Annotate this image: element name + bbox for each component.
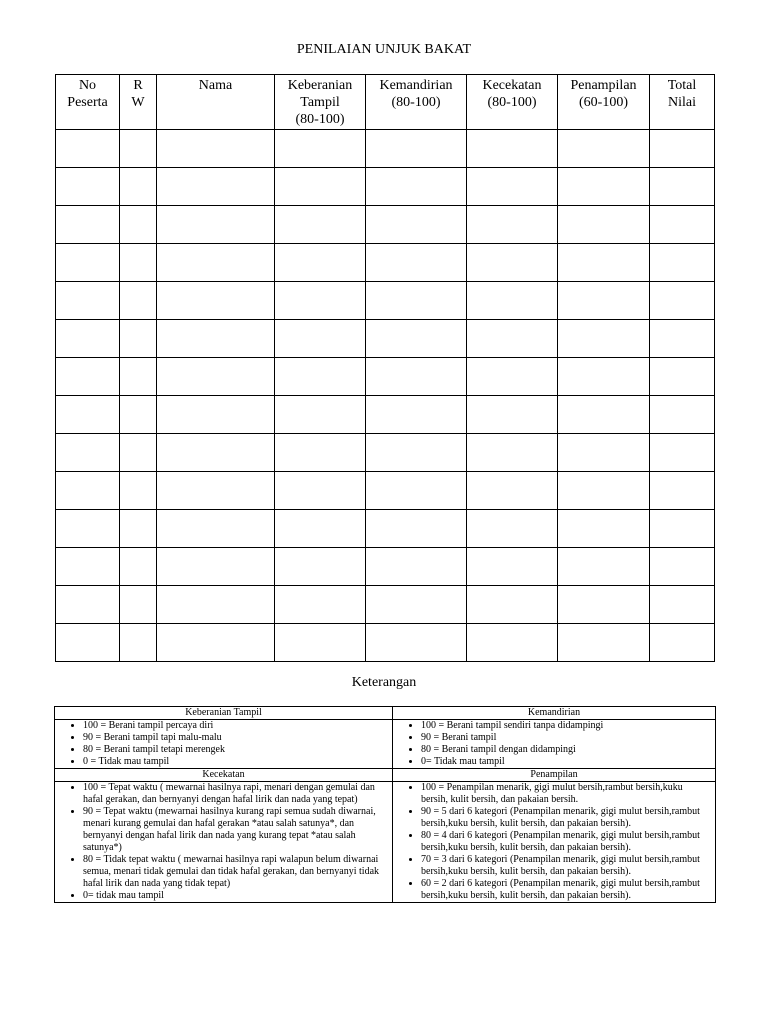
legend-item: • 0 = Tidak mau tampil [83,756,388,768]
column-header-line: Nama [198,78,233,93]
table-cell[interactable] [558,472,650,510]
table-cell[interactable] [275,206,366,244]
table-cell[interactable] [157,358,275,396]
legend-heading: Keberanian Tampil [55,707,393,720]
legend-table [54,706,716,903]
legend-item: • 100 = Berani tampil sendiri tanpa didampingi [421,720,711,732]
table-cell[interactable] [157,548,275,586]
table-cell[interactable] [467,396,558,434]
table-row [56,548,715,586]
table-cell[interactable] [275,130,366,168]
table-cell[interactable] [275,244,366,282]
table-cell[interactable] [120,510,157,548]
table-cell[interactable] [467,548,558,586]
table-cell[interactable] [366,396,467,434]
table-cell[interactable] [120,472,157,510]
legend-item: • 100 = Berani tampil percaya diri [83,720,388,732]
table-cell[interactable] [467,244,558,282]
legend-list [393,782,711,902]
table-cell[interactable] [120,320,157,358]
legend-list [393,720,711,768]
legend-item: • 90 = 5 dari 6 kategori (Penampilan menarik, gigi mulut bersih,rambut bersih,kuku bersih, kulit bersih, dan pakaian bersih). [421,806,711,830]
table-cell[interactable] [366,130,467,168]
table-cell[interactable] [650,282,715,320]
legend-item: • 70 = 3 dari 6 kategori (Penampilan menarik, gigi mulut bersih,rambut bersih,kuku bersih, kulit bersih, dan pakaian bersih). [421,854,711,878]
table-cell[interactable] [366,244,467,282]
table-cell[interactable] [157,130,275,168]
table-cell[interactable] [275,434,366,472]
legend-heading: Kecekatan [55,769,393,782]
table-cell[interactable] [558,358,650,396]
table-cell[interactable] [558,320,650,358]
table-cell[interactable] [650,586,715,624]
table-cell[interactable] [558,168,650,206]
legend-item: • 80 = Tidak tepat waktu ( mewarnai hasilnya rapi walapun belum diwarnai semua, menari tidak gemulai dan tidak hafal gerakan, dan bernyanyi tidak hafal lirik dan nada yang tidak tepat) [83,854,388,890]
legend-list [55,720,388,768]
table-cell[interactable] [157,282,275,320]
table-cell[interactable] [157,586,275,624]
keterangan-title: Keterangan [351,675,417,690]
legend-items-row [55,720,716,769]
table-cell[interactable] [366,358,467,396]
table-cell[interactable] [650,434,715,472]
column-header-line: (80-100) [487,95,537,110]
table-row [56,396,715,434]
table-cell[interactable] [467,282,558,320]
table-row [56,434,715,472]
table-cell[interactable] [650,206,715,244]
legend-item: • 80 = Berani tampil tetapi merengek [83,744,388,756]
table-cell[interactable] [56,358,120,396]
table-cell[interactable] [366,434,467,472]
table-cell[interactable] [120,434,157,472]
legend-cell [55,782,393,903]
column-header [467,75,558,130]
table-cell[interactable] [56,510,120,548]
table-cell[interactable] [366,168,467,206]
table-cell[interactable] [366,548,467,586]
table-cell[interactable] [120,206,157,244]
table-cell[interactable] [120,358,157,396]
column-header-line: Penampilan [570,78,637,93]
table-cell[interactable] [366,320,467,358]
table-row [56,282,715,320]
table-cell[interactable] [275,548,366,586]
table-cell[interactable] [157,206,275,244]
table-cell[interactable] [56,244,120,282]
table-row [56,510,715,548]
column-header-line: R [133,78,143,93]
table-cell[interactable] [56,472,120,510]
table-cell[interactable] [558,510,650,548]
table-cell[interactable] [56,586,120,624]
table-cell[interactable] [650,244,715,282]
table-cell[interactable] [650,548,715,586]
table-cell[interactable] [558,586,650,624]
table-cell[interactable] [650,510,715,548]
column-header-line: (60-100) [579,95,628,110]
table-cell[interactable] [120,282,157,320]
legend-list [55,782,388,902]
table-cell[interactable] [275,586,366,624]
legend-items-row [55,782,716,903]
table-row [56,244,715,282]
table-cell[interactable] [467,510,558,548]
column-header-line: Total [667,78,697,93]
table-cell[interactable] [467,206,558,244]
legend-item: • 60 = 2 dari 6 kategori (Penampilan menarik, gigi mulut bersih,rambut bersih,kuku bersih, kulit bersih, dan pakaian bersih). [421,878,711,902]
legend-item: • 80 = 4 dari 6 kategori (Penampilan menarik, gigi mulut bersih,rambut bersih,kuku bersih, kulit bersih, dan pakaian bersih). [421,830,711,854]
legend-cell [393,720,716,769]
table-cell[interactable] [56,320,120,358]
legend-item: • 80 = Berani tampil dengan didampingi [421,744,711,756]
table-cell[interactable] [275,358,366,396]
table-cell[interactable] [650,624,715,662]
table-row [56,358,715,396]
column-header [275,75,366,130]
table-row [56,168,715,206]
column-header-line: Keberanian [287,78,353,93]
table-cell[interactable] [275,624,366,662]
table-cell[interactable] [56,168,120,206]
table-cell[interactable] [558,130,650,168]
table-cell[interactable] [366,206,467,244]
table-cell[interactable] [650,396,715,434]
legend-item: • 90 = Berani tampil [421,732,711,744]
table-cell[interactable] [366,472,467,510]
table-cell[interactable] [157,472,275,510]
table-cell[interactable] [467,168,558,206]
table-cell[interactable] [120,244,157,282]
table-cell[interactable] [467,624,558,662]
legend-item: • 100 = Tepat waktu ( mewarnai hasilnya rapi, menari dengan gemulai dan hafal gerakan, dan bernyanyi dengan hafal lirik dan nada yang tepat) [83,782,388,806]
table-cell[interactable] [558,282,650,320]
column-header [650,75,715,130]
table-cell[interactable] [650,358,715,396]
legend-heading: Kemandirian [393,707,716,720]
column-header-line: (80-100) [391,95,441,110]
table-cell[interactable] [120,586,157,624]
table-cell[interactable] [56,434,120,472]
table-cell[interactable] [366,624,467,662]
table-cell[interactable] [467,130,558,168]
legend-heading-row [55,769,716,782]
table-cell[interactable] [275,396,366,434]
column-header-line: (80-100) [295,112,345,127]
table-cell[interactable] [558,396,650,434]
column-header-line: Kemandirian [379,78,453,93]
column-header [558,75,650,130]
score-table [55,74,715,662]
table-cell[interactable] [558,624,650,662]
table-cell[interactable] [467,472,558,510]
table-row [56,586,715,624]
column-header-line: Peserta [67,95,108,110]
table-cell[interactable] [275,168,366,206]
legend-heading-row [55,707,716,720]
score-table-body [56,130,715,662]
column-header [56,75,120,130]
column-header-line: Tampil [300,95,340,110]
table-cell[interactable] [56,548,120,586]
legend-item: • 0= tidak mau tampil [83,890,388,902]
table-cell[interactable] [157,624,275,662]
legend-item: • 0= Tidak mau tampil [421,756,711,768]
table-cell[interactable] [56,130,120,168]
table-cell[interactable] [558,434,650,472]
page-title: PENILAIAN UNJUK BAKAT [296,42,472,57]
table-cell[interactable] [366,586,467,624]
table-cell[interactable] [157,510,275,548]
table-cell[interactable] [467,358,558,396]
table-cell[interactable] [467,586,558,624]
legend-item: • 90 = Berani tampil tapi malu-malu [83,732,388,744]
table-cell[interactable] [558,548,650,586]
table-cell[interactable] [120,624,157,662]
legend-cell [55,720,393,769]
table-cell[interactable] [366,510,467,548]
table-cell[interactable] [56,624,120,662]
table-cell[interactable] [56,282,120,320]
table-cell[interactable] [120,548,157,586]
table-cell[interactable] [157,396,275,434]
table-cell[interactable] [120,396,157,434]
table-row [56,624,715,662]
table-cell[interactable] [120,130,157,168]
table-row [56,206,715,244]
table-row [56,130,715,168]
table-cell[interactable] [275,510,366,548]
table-cell[interactable] [366,282,467,320]
table-cell[interactable] [275,282,366,320]
column-header-line: No [78,78,97,93]
column-header [157,75,275,130]
table-cell[interactable] [275,320,366,358]
table-cell[interactable] [275,472,366,510]
table-row [56,320,715,358]
table-cell[interactable] [558,206,650,244]
legend-item: • 100 = Penampilan menarik, gigi mulut bersih,rambut bersih,kuku bersih, kulit bersih, dan pakaian bersih. [421,782,711,806]
table-cell[interactable] [467,320,558,358]
score-table-header [56,75,715,130]
table-cell[interactable] [558,244,650,282]
column-header [366,75,467,130]
table-row [56,472,715,510]
legend-item: • 90 = Tepat waktu (mewarnai hasilnya kurang rapi semua sudah diwarnai, menari kurang gemulai dan hafal gerakan *atau salah satunya*, dan bernyanyi dengan hafal lirik dan nada yang kurang tepat *atau salah satunya*) [83,806,388,854]
legend-heading: Penampilan [393,769,716,782]
table-cell[interactable] [650,320,715,358]
column-header [120,75,157,130]
table-cell[interactable] [650,130,715,168]
table-cell[interactable] [650,472,715,510]
table-cell[interactable] [157,168,275,206]
legend-cell [393,782,716,903]
table-cell[interactable] [157,244,275,282]
table-cell[interactable] [650,168,715,206]
table-cell[interactable] [467,434,558,472]
column-header-line: Nilai [668,95,696,110]
table-cell[interactable] [56,396,120,434]
table-cell[interactable] [157,434,275,472]
table-cell[interactable] [56,206,120,244]
table-cell[interactable] [157,320,275,358]
table-cell[interactable] [120,168,157,206]
column-header-line: W [131,95,145,110]
column-header-line: Kecekatan [482,78,542,93]
